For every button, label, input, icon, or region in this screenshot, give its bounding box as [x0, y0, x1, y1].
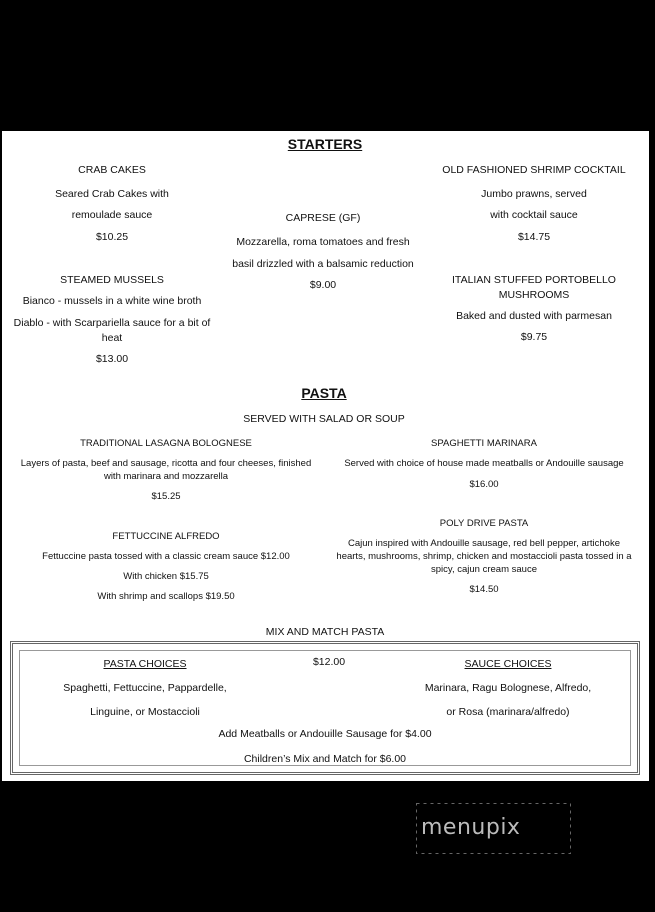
caprese-name: CAPRESE (GF) [285, 212, 361, 224]
crab-cakes-price: $10.25 [95, 231, 129, 243]
sauce-choices-heading: SAUCE CHOICES [464, 658, 552, 670]
mussels-name: STEAMED MUSSELS [60, 274, 164, 286]
portobello-name: MUSHROOMS [498, 289, 570, 301]
mussels-desc: Bianco - mussels in a white wine broth [22, 295, 202, 307]
shrimp-cocktail-desc: Jumbo prawns, served [481, 188, 587, 200]
alfredo-name: FETTUCCINE ALFREDO [112, 531, 220, 542]
sauce-choices-line: or Rosa (marinara/alfredo) [446, 706, 570, 718]
caprese-desc: basil drizzled with a balsamic reduction [232, 258, 414, 270]
mussels-price: $13.00 [95, 353, 129, 365]
alfredo-shrimp: With shrimp and scallops $19.50 [97, 591, 235, 602]
crab-cakes-desc: Seared Crab Cakes with [55, 188, 169, 200]
portobello-desc: Baked and dusted with parmesan [456, 310, 612, 322]
menu-page [2, 131, 649, 781]
poly-desc: hearts, mushrooms, shrimp, chicken and mostaccioli pasta tossed in a [336, 551, 632, 562]
shrimp-cocktail-name: OLD FASHIONED SHRIMP COCKTAIL [442, 164, 626, 176]
lasagna-price: $15.25 [151, 491, 181, 502]
children-line: Children’s Mix and Match for $6.00 [243, 753, 407, 765]
mussels-desc: Diablo - with Scarpariella sauce for a bit of [13, 317, 211, 329]
crab-cakes-name: CRAB CAKES [78, 164, 146, 176]
starters-heading: STARTERS [287, 136, 363, 152]
caprese-desc: Mozzarella, roma tomatoes and fresh [236, 236, 410, 248]
pasta-heading: PASTA [301, 385, 347, 401]
poly-price: $14.50 [469, 584, 499, 595]
shrimp-cocktail-desc: with cocktail sauce [490, 209, 578, 221]
crab-cakes-desc: remoulade sauce [71, 209, 153, 221]
alfredo-desc: Fettuccine pasta tossed with a classic cream sauce $12.00 [42, 551, 290, 562]
portobello-price: $9.75 [520, 331, 548, 343]
portobello-name: ITALIAN STUFFED PORTOBELLO [452, 274, 616, 286]
lasagna-name: TRADITIONAL LASAGNA BOLOGNESE [80, 438, 252, 449]
mix-title: MIX AND MATCH PASTA [265, 626, 385, 638]
marinara-price: $16.00 [469, 479, 499, 490]
pasta-choices-heading: PASTA CHOICES [103, 658, 187, 670]
pasta-subheading: SERVED WITH SALAD OR SOUP [243, 413, 405, 425]
marinara-name: SPAGHETTI MARINARA [431, 438, 537, 449]
pasta-choices-line: Spaghetti, Fettuccine, Pappardelle, [63, 682, 227, 694]
lasagna-desc: Layers of pasta, beef and sausage, ricotta and four cheeses, finished [20, 458, 312, 469]
poly-desc: Cajun inspired with Andouille sausage, red bell pepper, artichoke [348, 538, 620, 549]
pasta-choices-line: Linguine, or Mostaccioli [90, 706, 200, 718]
addon-line: Add Meatballs or Andouille Sausage for $4.00 [218, 728, 432, 740]
lasagna-desc: with marinara and mozzarella [103, 471, 229, 482]
poly-desc: spicy, cajun cream sauce [431, 564, 537, 575]
shrimp-cocktail-price: $14.75 [517, 231, 551, 243]
mix-price: $12.00 [312, 656, 346, 668]
alfredo-chicken: With chicken $15.75 [123, 571, 209, 582]
marinara-desc: Served with choice of house made meatballs or Andouille sausage [344, 458, 624, 469]
poly-name: POLY DRIVE PASTA [439, 518, 529, 529]
sauce-choices-line: Marinara, Ragu Bolognese, Alfredo, [424, 682, 592, 694]
caprese-price: $9.00 [309, 279, 337, 291]
mussels-desc: heat [101, 332, 123, 344]
watermark-text: menupix [421, 815, 521, 840]
